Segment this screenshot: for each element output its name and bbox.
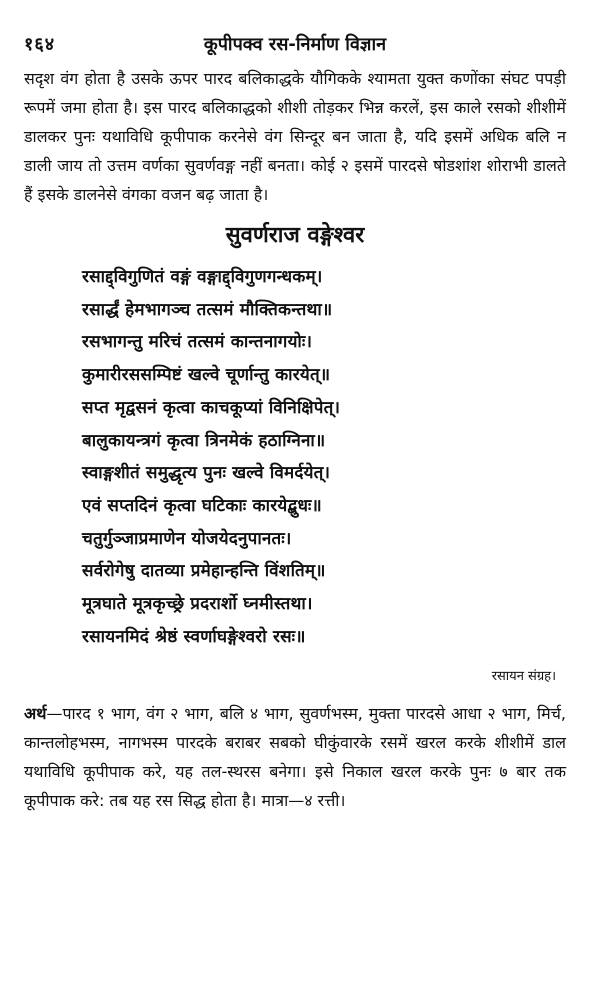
verse-block xyxy=(24,261,566,653)
verse-line: कुमारीरससम्पिष्टं खल्वे चूर्णान्तु कारयेत्॥ xyxy=(82,365,331,386)
meaning-label: अर्थ xyxy=(24,704,47,724)
verse-line: सर्वरोगेषु दातव्या प्रमेहान्हन्ति विंशतिम्॥ xyxy=(82,561,326,582)
citation: रसायन संग्रह। xyxy=(491,669,556,685)
intro-paragraph: सदृश वंग होता है उसके ऊपर पारद बलिकाद्धके यौगिकके श्यामता युक्त कणोंका संघट पपड़ी रूपमें जमा होता है। इस पारद बलिकाद्धको शीशी तोड़कर भिन्न करलें, इस काले रसको शीशीमें डालकर पुनः यथाविधि कूपीपाक करनेसे वंग सिन्दूर बन जाता है, यदि इसमें अधिक बलि न डाली जाय तो उत्तम वर्णका सुवर्णवङ्ग नहीं बनता। कोई २ इसमें पारदसे षोडशांश शोराभी डालते हैं इसके डालनेसे वंगका वजन बढ़ जाता है। xyxy=(24,69,566,204)
verse-line: सप्त मृद्वसनं कृत्वा काचकूप्यां विनिक्षिपेत्। xyxy=(82,397,341,418)
verse-line: एवं सप्तदिनं कृत्वा घटिकाः कारयेद्बुधः॥ xyxy=(82,495,322,516)
verse-line: बालुकायन्त्रगं कृत्वा त्रिनमेकं हठाग्निना॥ xyxy=(82,430,326,451)
running-title: कूपीपक्व रस-निर्माण विज्ञान xyxy=(203,34,387,55)
verse-line: रसार्द्धं हेमभागञ्च तत्समं मौक्तिकन्तथा॥ xyxy=(82,299,333,320)
verse-line: रसाद्द्विगुणितं वङ्गं वङ्गाद्द्विगुणगन्धकम्। xyxy=(82,267,323,287)
verse-line: मूत्रघाते मूत्रकृच्छ्रे प्रदरार्शो घ्नमीस्तथा। xyxy=(82,594,313,615)
page-number: १६४ xyxy=(24,34,56,55)
page-header xyxy=(24,26,566,64)
meaning-text: —पारद १ भाग, वंग २ भाग, बलि ४ भाग, सुवर्णभस्म, मुक्ता पारदसे आधा २ भाग, मिर्च, कान्तलोहभस्म, नागभस्म पारदके बराबर सबको घीकुंवारके रसमें खरल करके शीशीमें डाल यथाविधि कूपीपाक करे, यह तल-स्थरस बनेगा। इसे निकाल खरल करके पुनः ७ बार तक कूपीपाक करे: तब यह रस सिद्ध होता है। मात्रा—४ रत्ती। xyxy=(24,704,566,811)
verse-line: रसायनमिदं श्रेष्ठं स्वर्णाघङ्गेश्वरो रसः॥ xyxy=(82,626,306,647)
section-heading: सुवर्णराज वङ्गेश्वर xyxy=(225,223,365,248)
verse-line: स्वाङ्गशीतं समुद्धृत्य पुनः खल्वे विमर्दयेत्। xyxy=(82,463,331,484)
meaning-paragraph xyxy=(24,699,566,815)
verse-line: चतुर्गुञ्जाप्रमाणेन योजयेदनुपानतः। xyxy=(82,528,292,549)
verse-line: रसभागन्तु मरिचं तत्समं कान्तनागयोः। xyxy=(82,332,313,353)
